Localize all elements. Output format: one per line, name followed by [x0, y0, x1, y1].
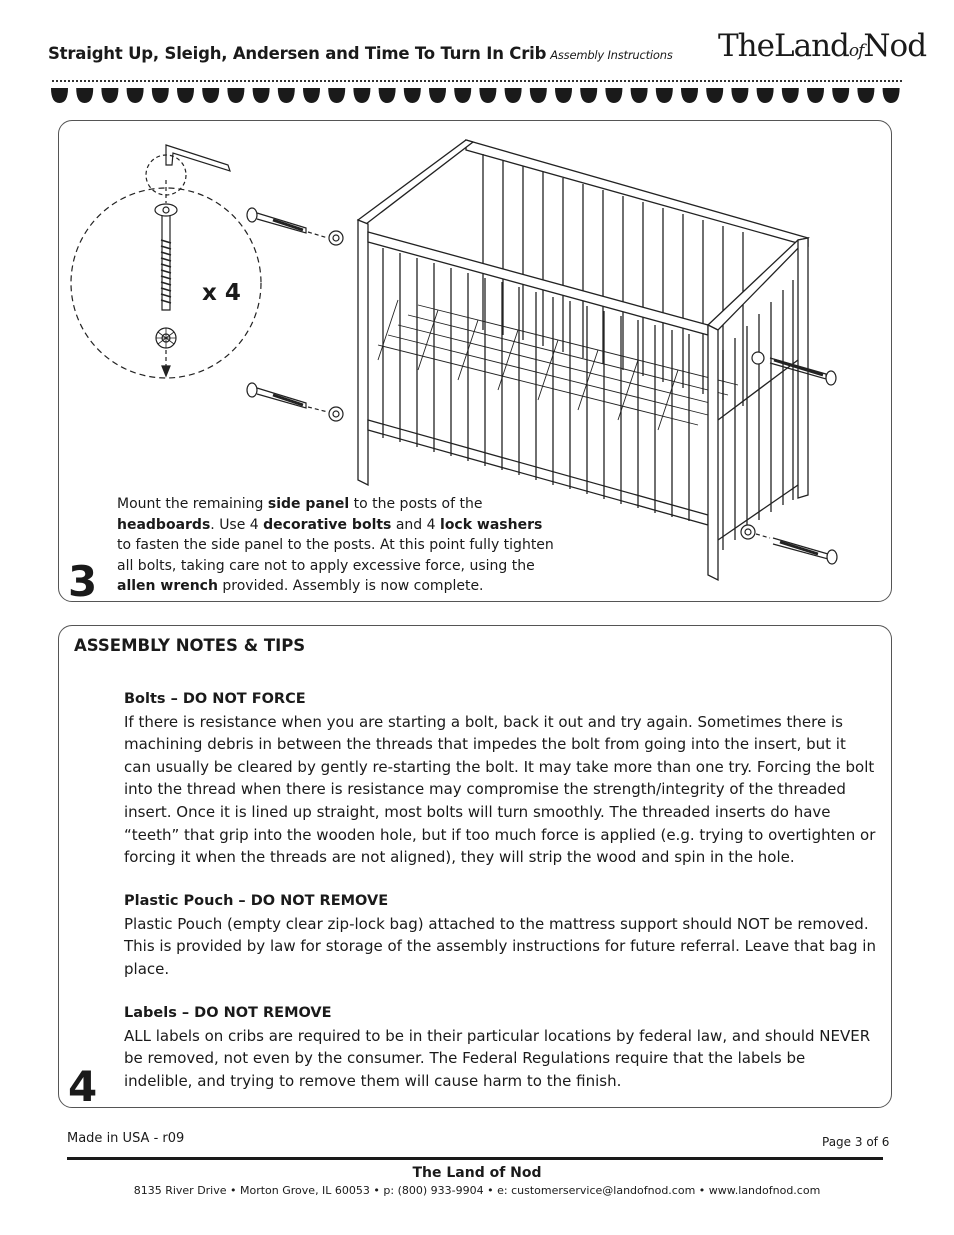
text-run: Mount the remaining — [117, 496, 268, 512]
bold-term: headboards — [117, 516, 211, 533]
scallop-shape — [127, 88, 144, 103]
scallop-shape — [832, 88, 849, 103]
scallop-shape — [757, 88, 774, 103]
decorative-bolt-icon — [155, 204, 177, 310]
scallop-shape — [505, 88, 522, 103]
scallop-shape — [706, 88, 723, 103]
text-run: provided. Assembly is now complete. — [217, 578, 484, 595]
note-bolts — [124, 688, 876, 869]
allen-wrench-icon — [166, 145, 230, 171]
title-subtitle: Assembly Instructions — [550, 48, 673, 62]
scallop-shape — [303, 88, 320, 103]
scallop-shape — [479, 88, 496, 103]
scallop-shape — [454, 88, 471, 103]
scallop-shape — [328, 88, 345, 103]
scallop-shape — [580, 88, 597, 103]
lock-washer-icon — [156, 328, 176, 348]
scallop-shape — [807, 88, 824, 103]
page-number: Page 3 of 6 — [822, 1135, 890, 1149]
text-run: and 4 — [391, 516, 441, 533]
scallop-shape — [605, 88, 622, 103]
scallop-shape — [101, 88, 118, 103]
scallop-shape — [278, 88, 295, 103]
bolt-upper-right-icon — [752, 352, 836, 385]
header-dotted-divider — [52, 80, 902, 82]
scallop-shape — [731, 88, 748, 103]
made-in-label: Made in USA - r09 — [67, 1131, 185, 1146]
step-3-instructions — [117, 494, 557, 597]
scallop-shape — [202, 88, 219, 103]
note-body: Plastic Pouch (empty clear zip-lock bag) attached to the mattress support should NOT be removed. This is provided by law for storage of the assembly instructions for future referral. Leave that bag in place. — [124, 914, 876, 978]
scallop-shape — [404, 88, 421, 103]
scallop-shape — [681, 88, 698, 103]
scallop-shape — [379, 88, 396, 103]
bolt-lower-right-icon — [741, 525, 837, 564]
text-run: . — [210, 516, 220, 533]
footer-address: 8135 River Drive • Morton Grove, IL 60053 • p: (800) 933-9904 • e: customerservice@landofnod.com • www.landofnod.com — [133, 1184, 821, 1197]
footer-divider — [67, 1157, 883, 1160]
title-text: Straight Up, Sleigh, Andersen and Time To Turn In Crib — [48, 44, 547, 63]
scallop-border — [50, 86, 904, 106]
notes-heading: ASSEMBLY NOTES & TIPS — [74, 636, 306, 655]
scallop-shape — [51, 88, 68, 103]
note-body: ALL labels on cribs are required to be in their particular locations by federal law, and should NEVER be removed, not even by the consumer. The Federal Regulations require that the labels be indelible, and trying to remove them will cause harm to the finish. — [124, 1026, 871, 1090]
bold-term: side panel — [267, 496, 350, 512]
text-run: Use 4 — [219, 516, 264, 533]
quantity-label: x 4 — [202, 280, 241, 306]
note-title: Labels – DO NOT REMOVE — [124, 1005, 332, 1021]
note-body: If there is resistance when you are starting a bolt, back it out and try again. Sometimes there is machining debris in between the threads that impedes the bolt from going into the insert, but it can usually be cleared by gently re-starting the bolt. It may take more than one try. Forcing the bolt into the thread when there is resistance may compromise the strength/integrity of the threaded insert. Once it is lined up straight, most bolts will turn smoothly. The threaded inserts do have “teeth” that grip into the wooden hole, but if too much force is applied (e.g. trying to overtighten or forcing it when the threads are not aligned), they will strip the wood and spin in the hole. — [124, 712, 876, 867]
note-title: Bolts – DO NOT FORCE — [124, 691, 306, 707]
step-4-number: 4 — [68, 1062, 98, 1111]
note-title: Plastic Pouch – DO NOT REMOVE — [124, 893, 389, 909]
scallop-shape — [253, 88, 270, 103]
bold-term: decorative bolts — [263, 516, 392, 533]
scallop-shape — [555, 88, 572, 103]
bold-term: allen wrench — [117, 578, 218, 595]
footer-company: The Land of Nod — [412, 1165, 542, 1181]
scallop-shape — [152, 88, 169, 103]
scallop-shape — [76, 88, 93, 103]
scallop-shape — [429, 88, 446, 103]
bolt-upper-left-icon — [247, 208, 343, 245]
scallop-shape — [530, 88, 547, 103]
scallop-shape — [883, 88, 900, 103]
scallop-shape — [353, 88, 370, 103]
scallop-shape — [782, 88, 799, 103]
note-plastic-pouch — [124, 890, 876, 980]
scallop-shape — [631, 88, 648, 103]
scallop-shape — [177, 88, 194, 103]
text-run: to fasten the side panel to the posts. At this point fully tighten all bolts, taking care not to apply excessive force, using the — [117, 537, 554, 574]
step-3-number: 3 — [68, 557, 98, 606]
note-labels — [124, 1002, 876, 1092]
bolt-lower-left-icon — [247, 383, 343, 421]
scallop-shape — [656, 88, 673, 103]
scallop-shape — [857, 88, 874, 103]
document-title — [48, 44, 673, 63]
brand-logo: TheLandofNod — [718, 28, 927, 64]
text-run: to the posts of the — [349, 496, 483, 512]
bold-term: lock washers — [440, 516, 543, 533]
scallop-shape — [227, 88, 244, 103]
